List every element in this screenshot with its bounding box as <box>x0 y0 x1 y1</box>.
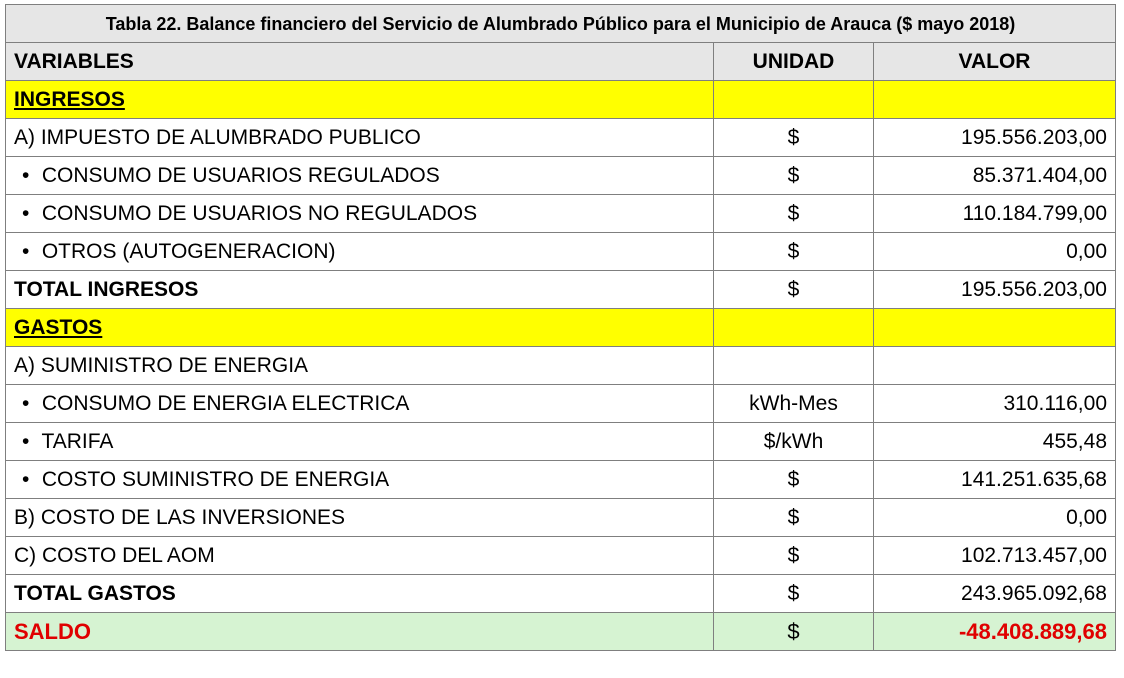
row-label <box>6 385 714 423</box>
row-label-text: TARIFA <box>41 430 114 453</box>
row-label <box>6 233 714 271</box>
row-label-text: CONSUMO DE ENERGIA ELECTRICA <box>41 392 410 415</box>
row-unit: $ <box>714 575 874 613</box>
total-row-ingresos <box>6 271 1116 309</box>
row-label <box>6 195 714 233</box>
row-value: 455,48 <box>874 423 1116 461</box>
section-row-ingresos <box>6 81 1116 119</box>
row-value: 110.184.799,00 <box>874 195 1116 233</box>
row-value: 102.713.457,00 <box>874 537 1116 575</box>
header-valor: VALOR <box>874 43 1116 81</box>
section-label-gastos: GASTOS <box>6 309 714 347</box>
row-value <box>874 309 1116 347</box>
header-variables: VARIABLES <box>6 43 714 81</box>
row-value: 0,00 <box>874 233 1116 271</box>
row-label <box>6 461 714 499</box>
row-label: TOTAL INGRESOS <box>6 271 714 309</box>
row-value: 243.965.092,68 <box>874 575 1116 613</box>
row-label: C) COSTO DEL AOM <box>6 537 714 575</box>
saldo-value: -48.408.889,68 <box>874 613 1116 651</box>
bullet-icon: • <box>22 468 30 491</box>
table-row <box>6 385 1116 423</box>
row-label-text: OTROS (AUTOGENERACION) <box>41 240 336 263</box>
row-value: 195.556.203,00 <box>874 119 1116 157</box>
row-value: 310.116,00 <box>874 385 1116 423</box>
row-unit: $ <box>714 537 874 575</box>
row-unit: $ <box>714 461 874 499</box>
bullet-icon: • <box>22 202 30 225</box>
saldo-unit: $ <box>714 613 874 651</box>
row-unit: $/kWh <box>714 423 874 461</box>
bullet-icon: • <box>22 430 30 453</box>
section-row-gastos <box>6 309 1116 347</box>
row-unit <box>714 347 874 385</box>
row-label: TOTAL GASTOS <box>6 575 714 613</box>
row-label: B) COSTO DE LAS INVERSIONES <box>6 499 714 537</box>
row-unit: $ <box>714 271 874 309</box>
header-row <box>6 43 1116 81</box>
row-label <box>6 423 714 461</box>
row-unit: kWh-Mes <box>714 385 874 423</box>
total-row-gastos <box>6 575 1116 613</box>
row-value <box>874 81 1116 119</box>
row-unit: $ <box>714 195 874 233</box>
header-unidad: UNIDAD <box>714 43 874 81</box>
bullet-icon: • <box>22 240 30 263</box>
table-row <box>6 195 1116 233</box>
table-row <box>6 499 1116 537</box>
table-row <box>6 157 1116 195</box>
row-label-text: CONSUMO DE USUARIOS NO REGULADOS <box>41 202 478 225</box>
row-value: 85.371.404,00 <box>874 157 1116 195</box>
row-unit: $ <box>714 233 874 271</box>
saldo-row <box>6 613 1116 651</box>
table-row <box>6 347 1116 385</box>
table-row <box>6 119 1116 157</box>
row-label: A) SUMINISTRO DE ENERGIA <box>6 347 714 385</box>
balance-table <box>5 4 1116 651</box>
row-unit <box>714 309 874 347</box>
row-value: 195.556.203,00 <box>874 271 1116 309</box>
row-label-text: COSTO SUMINISTRO DE ENERGIA <box>41 468 390 491</box>
table-row <box>6 537 1116 575</box>
table-row <box>6 461 1116 499</box>
bullet-icon: • <box>22 392 30 415</box>
section-label-ingresos: INGRESOS <box>6 81 714 119</box>
row-label-text: CONSUMO DE USUARIOS REGULADOS <box>41 164 440 187</box>
row-unit <box>714 81 874 119</box>
row-label: A) IMPUESTO DE ALUMBRADO PUBLICO <box>6 119 714 157</box>
row-value: 0,00 <box>874 499 1116 537</box>
saldo-label: SALDO <box>6 613 714 651</box>
table-title: Tabla 22. Balance financiero del Servicio de Alumbrado Público para el Municipio de Arauca ($ mayo 2018) <box>6 5 1116 43</box>
row-value: 141.251.635,68 <box>874 461 1116 499</box>
row-unit: $ <box>714 119 874 157</box>
row-unit: $ <box>714 499 874 537</box>
balance-table-container <box>5 4 1115 651</box>
row-value <box>874 347 1116 385</box>
table-row <box>6 423 1116 461</box>
row-unit: $ <box>714 157 874 195</box>
bullet-icon: • <box>22 164 30 187</box>
title-row <box>6 5 1116 43</box>
table-row <box>6 233 1116 271</box>
row-label <box>6 157 714 195</box>
